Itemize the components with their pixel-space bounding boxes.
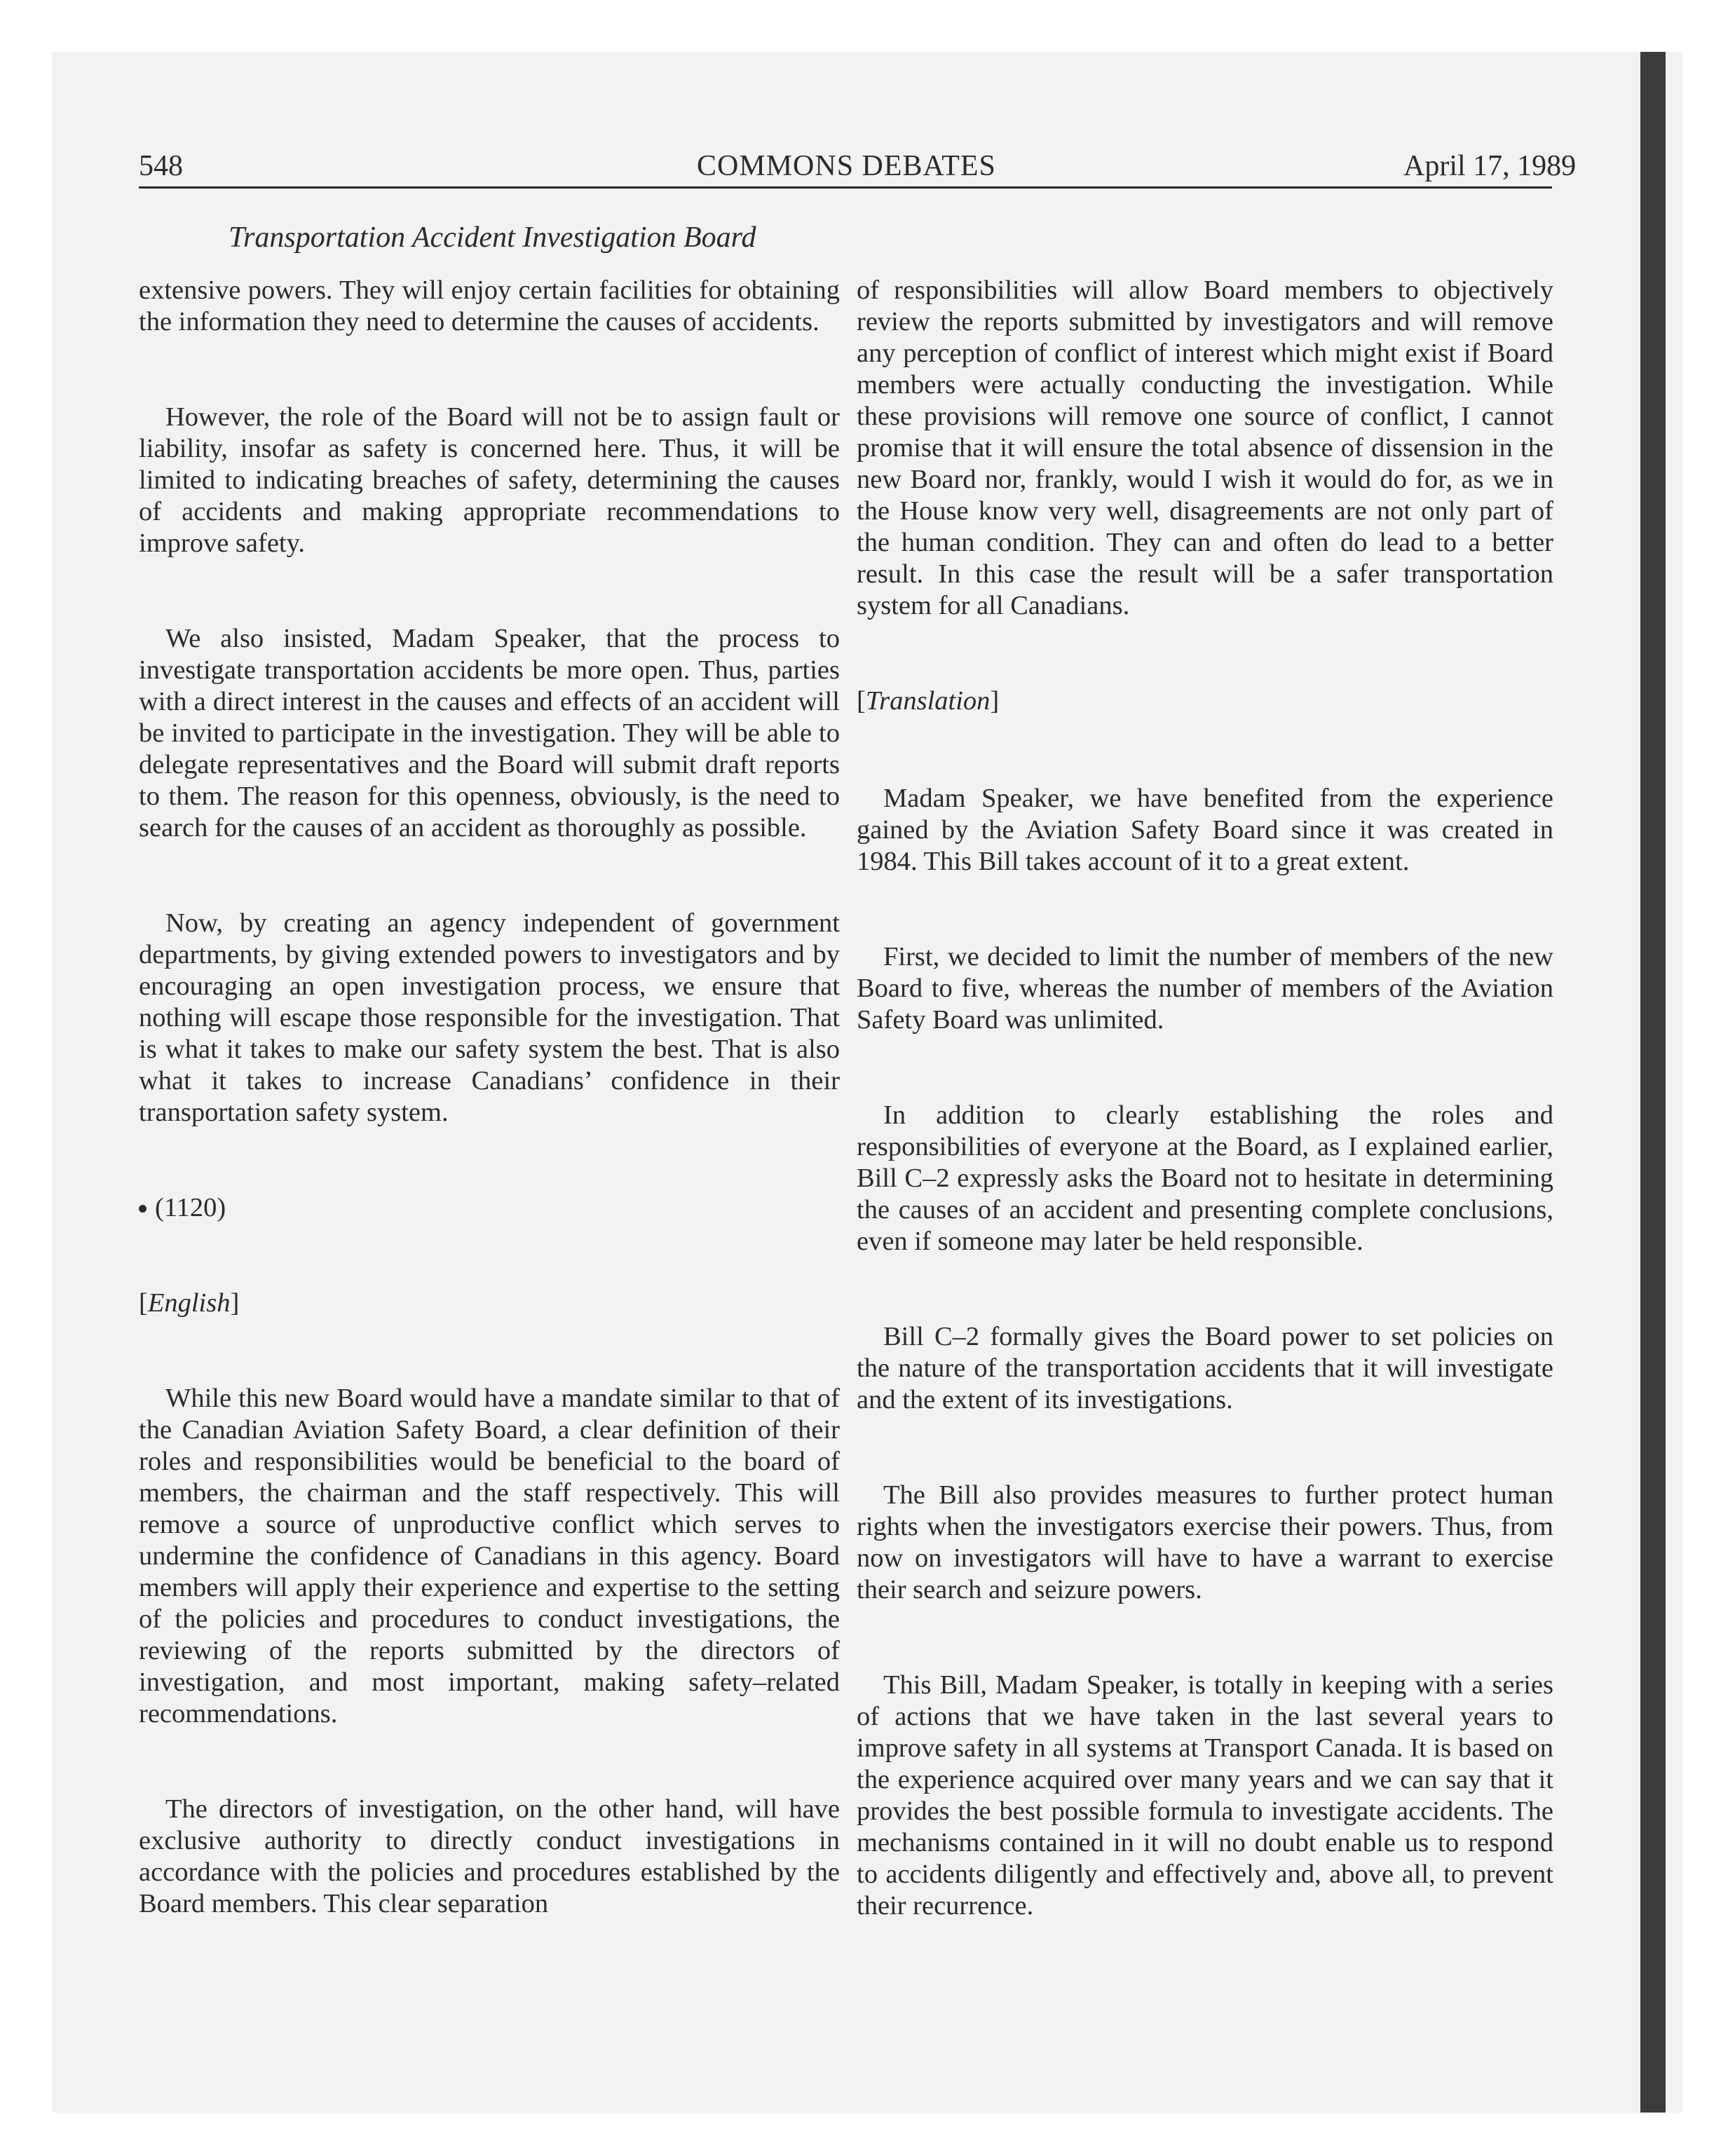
paragraph: Bill C–2 formally gives the Board power to set policies on the nature of the transportation accidents that it will investigate and the extent of its investigations. bbox=[857, 1322, 1553, 1414]
paragraph: Madam Speaker, we have benefited from the experience gained by the Aviation Safety Board since it was created in 1984. This Bill takes account of it to a great extent. bbox=[857, 784, 1553, 876]
language-marker: [Translation] bbox=[857, 686, 1000, 716]
right-column bbox=[857, 275, 1553, 1986]
paragraph: While this new Board would have a mandate similar to that of the Canadian Aviation Safety Board, a clear definition of their roles and responsibilities would be beneficial to the board of members, the chairman and the staff respectively. This will remove a source of unproductive conflict which serves to undermine the confidence of Canadians in this agency. Board members will apply their experience and expertise to the setting of the policies and procedures to conduct investigations, the reviewing of the reports submitted by the directors of investigation, and most important, making safety–related recommendations. bbox=[139, 1384, 840, 1728]
left-column bbox=[139, 275, 840, 1984]
paragraph: We also insisted, Madam Speaker, that the process to investigate transportation accidents be more open. Thus, parties with a direct interest in the causes and effects of an accident will be invited to participate in the investigation. They will be able to delegate representatives and the Board will submit draft reports to them. The reason for this openness, obviously, is the need to search for the causes of an accident as thoroughly as possible. bbox=[139, 624, 840, 842]
paragraph: extensive powers. They will enjoy certain facilities for obtaining the information they need to determine the causes of accidents. bbox=[139, 275, 840, 336]
paragraph: The directors of investigation, on the other hand, will have exclusive authority to directly conduct investigations in accordance with the policies and procedures established by the Board members. This clear separation bbox=[139, 1794, 840, 1918]
journal-title: COMMONS DEBATES bbox=[697, 150, 996, 182]
paragraph: The Bill also provides measures to further protect human rights when the investigators exercise their powers. Thus, from now on investigators will have to have a warrant to exercise their search and seizure powers. bbox=[857, 1480, 1553, 1604]
language-marker-text: Translation bbox=[865, 686, 991, 716]
page-date: April 17, 1989 bbox=[1403, 150, 1577, 182]
language-marker-text: English bbox=[147, 1288, 231, 1318]
scan-edge-bar bbox=[1640, 52, 1666, 2113]
running-head: Transportation Accident Investigation Board bbox=[229, 221, 756, 254]
paragraph: Now, by creating an agency independent of government departments, by giving extended powers to investigators and by encouraging an open investigation process, we ensure that nothing will escape those responsible for the investigation. That is what it takes to make our safety system the best. That is also what it takes to increase Canadians’ confidence in their transportation safety system. bbox=[139, 908, 840, 1127]
paragraph: of responsibilities will allow Board members to objectively review the reports submitted by investigators and will remove any perception of conflict of interest which might exist if Board members were actually conducting the investigation. While these provisions will remove one source of conflict, I cannot promise that it will ensure the total absence of dissension in the new Board nor, frankly, would I wish it would do for, as we in the House know very well, disagreements are not only part of the human condition. They can and often do lead to a better result. In this case the result will be a safer transportation system for all Canadians. bbox=[857, 275, 1553, 620]
paragraph: This Bill, Madam Speaker, is totally in keeping with a series of actions that we have taken in the last several years to improve safety in all systems at Transport Canada. It is based on the experience acquired over many years and we can say that it provides the best possible formula to investigate accidents. The mechanisms contained in it will no doubt enable us to respond to accidents diligently and effectively and, above all, to prevent their recurrence. bbox=[857, 1670, 1553, 1920]
header-rule bbox=[139, 186, 1552, 189]
time-marker bbox=[139, 1192, 840, 1224]
language-marker: [English] bbox=[139, 1288, 240, 1318]
paragraph: In addition to clearly establishing the roles and responsibilities of everyone at the Board, as I explained earlier, Bill C–2 expressly asks the Board not to hesitate in determining the causes of an accident and presenting complete conclusions, even if someone may later be held responsible. bbox=[857, 1100, 1553, 1256]
bullet-icon bbox=[139, 1205, 147, 1213]
paragraph: First, we decided to limit the number of members of the new Board to five, whereas the number of members of the Aviation Safety Board was unlimited. bbox=[857, 942, 1553, 1035]
paragraph: However, the role of the Board will not be to assign fault or liability, insofar as safety is concerned here. Thus, it will be limited to indicating breaches of safety, determining the causes of accidents and making appropriate recommendations to improve safety. bbox=[139, 402, 840, 558]
time-marker-text: (1120) bbox=[155, 1193, 226, 1222]
page-number: 548 bbox=[139, 150, 183, 182]
